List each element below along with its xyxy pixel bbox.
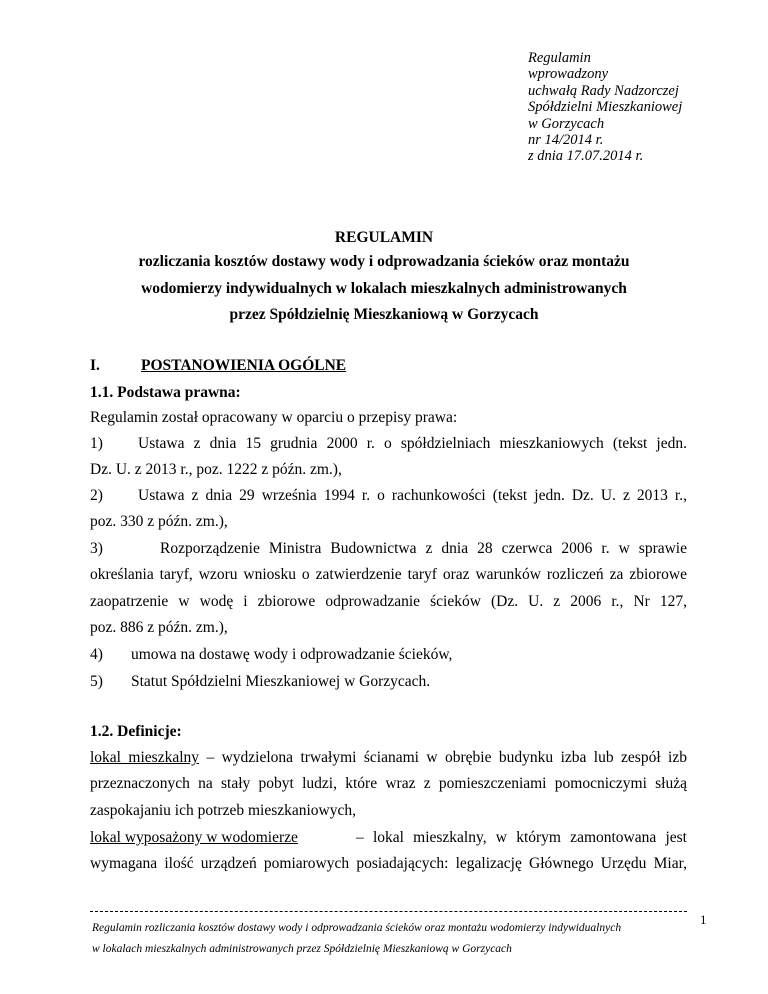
definition-text: – wydzielona trwałymi ścianami w obrębie budynku izba lub zespół izb [199, 749, 687, 766]
note-line: z dnia 17.07.2014 r. [528, 148, 644, 165]
list-item-text: umowa na dostawę wody i odprowadzanie ścieków, [131, 646, 453, 663]
title-line: przez Spółdzielnię Mieszkaniową w Gorzycach [229, 306, 539, 323]
list-item-number: 4) [90, 646, 103, 663]
definition-line: wymagana ilość urządzeń pomiarowych posiadających: legalizację Głównego Urzędu Miar, [90, 855, 687, 872]
list-item-text: poz. 330 z późn. zm.), [90, 513, 228, 530]
note-line: nr 14/2014 r. [528, 132, 604, 149]
note-line: uchwałą Rady Nadzorczej [528, 82, 679, 99]
page-number: 1 [700, 912, 707, 927]
list-item-text: Dz. U. z 2013 r., poz. 1222 z późn. zm.), [90, 461, 342, 478]
note-line: w Gorzycach [528, 115, 605, 132]
definition-line [90, 749, 687, 767]
title-line: rozliczania kosztów dostawy wody i odprowadzania ścieków oraz montażu [138, 253, 630, 270]
list-item-text: Statut Spółdzielni Mieszkaniowej w Gorzycach. [131, 673, 431, 690]
list-item-number: 1) [90, 435, 103, 452]
note-line: Regulamin [528, 50, 591, 66]
adoption-note [528, 50, 682, 165]
document-title: REGULAMIN [334, 229, 434, 246]
definition-line: przeznaczonych na stały pobyt ludzi, które wraz z pomieszczeniami pomocniczymi służą [90, 775, 687, 792]
list-item-text: Rozporządzenie Ministra Budownictwa z dnia 28 czerwca 2006 r. w sprawie [160, 540, 687, 557]
list-item-text: Ustawa z dnia 29 września 1994 r. o rachunkowości (tekst jedn. Dz. U. z 2013 r., [138, 487, 687, 504]
definition-term: lokal wyposażony w wodomierze [90, 829, 298, 846]
list-item-text: określania taryf, wzoru wniosku o zatwierdzenie taryf oraz warunków rozliczeń za zbiorowe [90, 566, 687, 583]
footer-text: Regulamin rozliczania kosztów dostawy wody i odprowadzania ścieków oraz montażu wodomierzy indywidualnych [92, 922, 622, 934]
subsection-heading: 1.1. Podstawa prawna: [90, 384, 241, 401]
list-item-text: poz. 886 z późn. zm.), [90, 619, 228, 636]
subsection-heading: 1.2. Definicje: [90, 723, 182, 740]
list-item-text: zaopatrzenie w wodę i zbiorowe odprowadzanie ścieków (Dz. U. z 2006 r., Nr 127, [90, 593, 687, 610]
list-item-number: 5) [90, 673, 103, 690]
subsection-intro: Regulamin został opracowany w oparciu o przepisy prawa: [90, 409, 458, 426]
section-number: I. [90, 357, 100, 374]
definition-line: zaspokajaniu ich potrzeb mieszkaniowych, [90, 802, 356, 819]
definition-text: – lokal mieszkalny, w którym zamontowana jest [356, 829, 687, 846]
section-heading: POSTANOWIENIA OGÓLNE [141, 357, 347, 374]
title-line: wodomierzy indywidualnych w lokalach mieszkalnych administrowanych [141, 280, 627, 297]
definition-term: lokal mieszkalny [90, 749, 200, 766]
footer-text: w lokalach mieszkalnych administrowanych przez Spółdzielnię Mieszkaniową w Gorzycach [92, 943, 512, 955]
list-item-number: 2) [90, 487, 103, 504]
footer-divider [90, 911, 687, 912]
list-item-text: Ustawa z dnia 15 grudnia 2000 r. o spółdzielniach mieszkaniowych (tekst jedn. [138, 435, 687, 452]
note-line: wprowadzony [528, 66, 609, 83]
list-item-number: 3) [90, 540, 103, 557]
note-line: Spółdzielni Mieszkaniowej [528, 99, 683, 116]
